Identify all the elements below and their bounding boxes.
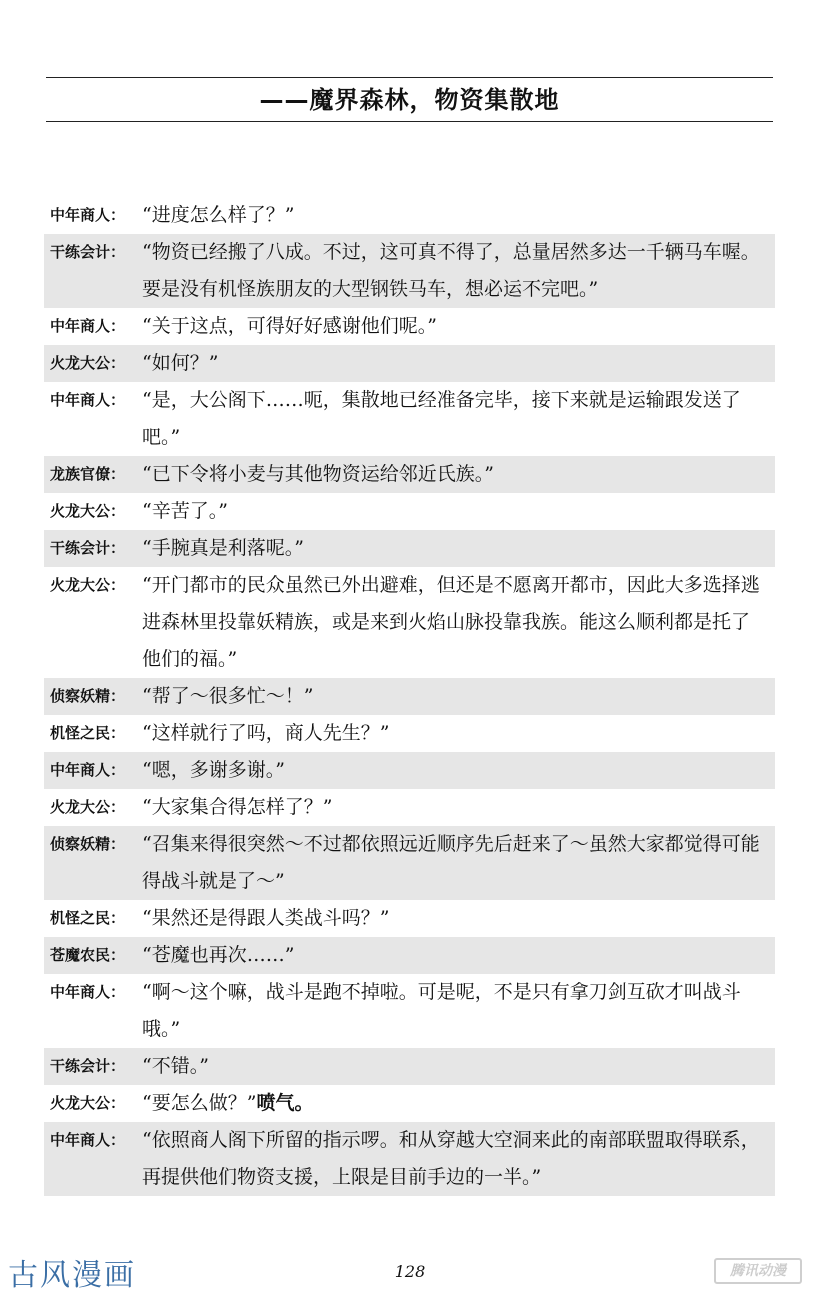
- speaker-name: 中年商人：: [50, 983, 126, 1001]
- dialogue-text: “物资已经搬了八成。不过，这可真不得了，总量居然多达一千辆马车喔。要是没有机怪族朋友的大型钢铁马车，想必运不完吧。”: [142, 241, 760, 300]
- dialogue-text: “召集来得很突然～不过都依照远近顺序先后赶来了～虽然大家都觉得可能得战斗就是了～”: [142, 833, 760, 892]
- dialogue-line: [142, 752, 775, 789]
- speaker-name: 中年商人：: [50, 317, 126, 335]
- dialogue-line: [142, 937, 775, 974]
- dialogue-line: [142, 308, 775, 345]
- watermark-logo: 腾讯动漫: [714, 1258, 802, 1284]
- dialogue-text: “辛苦了。”: [142, 500, 228, 522]
- dialogue-text: “这样就行了吗，商人先生？”: [142, 722, 390, 744]
- speaker-name: 干练会计：: [50, 243, 126, 261]
- dialogue-text: “进度怎么样了？”: [142, 204, 295, 226]
- speaker-name: 机怪之民：: [50, 724, 126, 742]
- action-emphasis: 喷气。: [256, 1092, 314, 1114]
- dialogue-row: [44, 678, 775, 715]
- dialogue-text: “关于这点，可得好好感谢他们呢。”: [142, 315, 437, 337]
- speaker-name: 机怪之民：: [50, 909, 126, 927]
- speaker-name: 火龙大公：: [50, 798, 126, 816]
- page-number: 128: [394, 1262, 426, 1281]
- dialogue-row: [44, 456, 775, 493]
- dialogue-row: [44, 567, 775, 678]
- speaker-name: 苍魔农民：: [50, 946, 126, 964]
- dialogue-text: “开门都市的民众虽然已外出避难，但还是不愿离开都市，因此大多选择逃进森林里投靠妖精族，或是来到火焰山脉投靠我族。能这么顺利都是托了他们的福。”: [142, 574, 760, 670]
- dialogue-row: [44, 345, 775, 382]
- dialogue-row: [44, 900, 775, 937]
- dialogue-row: [44, 493, 775, 530]
- bottom-rule: [46, 121, 773, 122]
- dialogue-text: “嗯，多谢多谢。”: [142, 759, 285, 781]
- dialogue-row: [44, 715, 775, 752]
- dialogue-line: [142, 197, 775, 234]
- dialogue-text: “已下令将小麦与其他物资运给邻近氏族。”: [142, 463, 494, 485]
- speaker-name: 中年商人：: [50, 761, 126, 779]
- dialogue-row: [44, 937, 775, 974]
- dialogue-line: [142, 678, 775, 715]
- dialogue-line: [142, 493, 775, 530]
- dialogue-line: [142, 789, 775, 826]
- dialogue-text: “手腕真是利落呢。”: [142, 537, 304, 559]
- dialogue-row: [44, 234, 775, 308]
- dialogue-text: “啊～这个嘛，战斗是跑不掉啦。可是呢，不是只有拿刀剑互砍才叫战斗哦。”: [142, 981, 741, 1040]
- dialogue-text: “果然还是得跟人类战斗吗？”: [142, 907, 390, 929]
- dialogue-text: “帮了～很多忙～！”: [142, 685, 314, 707]
- dialogue-row: [44, 1085, 775, 1122]
- speaker-name: 干练会计：: [50, 1057, 126, 1075]
- dialogue-text: “不错。”: [142, 1055, 209, 1077]
- dialogue-row: [44, 752, 775, 789]
- dialogue-line: [142, 382, 775, 456]
- speaker-name: 火龙大公：: [50, 502, 126, 520]
- dialogue-text: “要怎么做？”: [142, 1092, 257, 1114]
- dialogue-text: “是，大公阁下……呃，集散地已经准备完毕，接下来就是运输跟发送了吧。”: [142, 389, 741, 448]
- dialogue-text: “如何？”: [142, 352, 219, 374]
- dialogue-row: [44, 530, 775, 567]
- dialogue-row: [44, 1122, 775, 1196]
- speaker-name: 火龙大公：: [50, 1094, 126, 1112]
- speaker-name: 干练会计：: [50, 539, 126, 557]
- dialogue-line: [142, 1048, 775, 1085]
- chapter-title: ——魔界森林，物资集散地: [259, 86, 560, 114]
- speaker-name: 龙族官僚：: [50, 465, 126, 483]
- top-rule: [46, 77, 773, 78]
- dialogue-list: [44, 197, 775, 1196]
- dialogue-row: [44, 382, 775, 456]
- site-logo: 古风漫画: [8, 1258, 136, 1293]
- speaker-name: 侦察妖精：: [50, 687, 126, 705]
- dialogue-text: “依照商人阁下所留的指示啰。和从穿越大空洞来此的南部联盟取得联系，再提供他们物资支援，上限是目前手边的一半。”: [142, 1129, 760, 1188]
- dialogue-line: [142, 456, 775, 493]
- dialogue-row: [44, 308, 775, 345]
- dialogue-text: “苍魔也再次……”: [142, 944, 295, 966]
- speaker-name: 中年商人：: [50, 206, 126, 224]
- dialogue-line: [142, 530, 775, 567]
- dialogue-line: [142, 567, 775, 678]
- dialogue-line: [142, 234, 775, 308]
- dialogue-line: [142, 826, 775, 900]
- dialogue-row: [44, 974, 775, 1048]
- dialogue-row: [44, 1048, 775, 1085]
- dialogue-row: [44, 789, 775, 826]
- speaker-name: 火龙大公：: [50, 354, 126, 372]
- dialogue-text: “大家集合得怎样了？”: [142, 796, 333, 818]
- speaker-name: 中年商人：: [50, 1131, 126, 1149]
- speaker-name: 火龙大公：: [50, 576, 126, 594]
- dialogue-line: [142, 1122, 775, 1196]
- speaker-name: 中年商人：: [50, 391, 126, 409]
- dialogue-line: [142, 974, 775, 1048]
- dialogue-row: [44, 826, 775, 900]
- speaker-name: 侦察妖精：: [50, 835, 126, 853]
- dialogue-line: [142, 345, 775, 382]
- dialogue-line: [142, 900, 775, 937]
- dialogue-line: [142, 1085, 775, 1122]
- dialogue-line: [142, 715, 775, 752]
- dialogue-row: [44, 197, 775, 234]
